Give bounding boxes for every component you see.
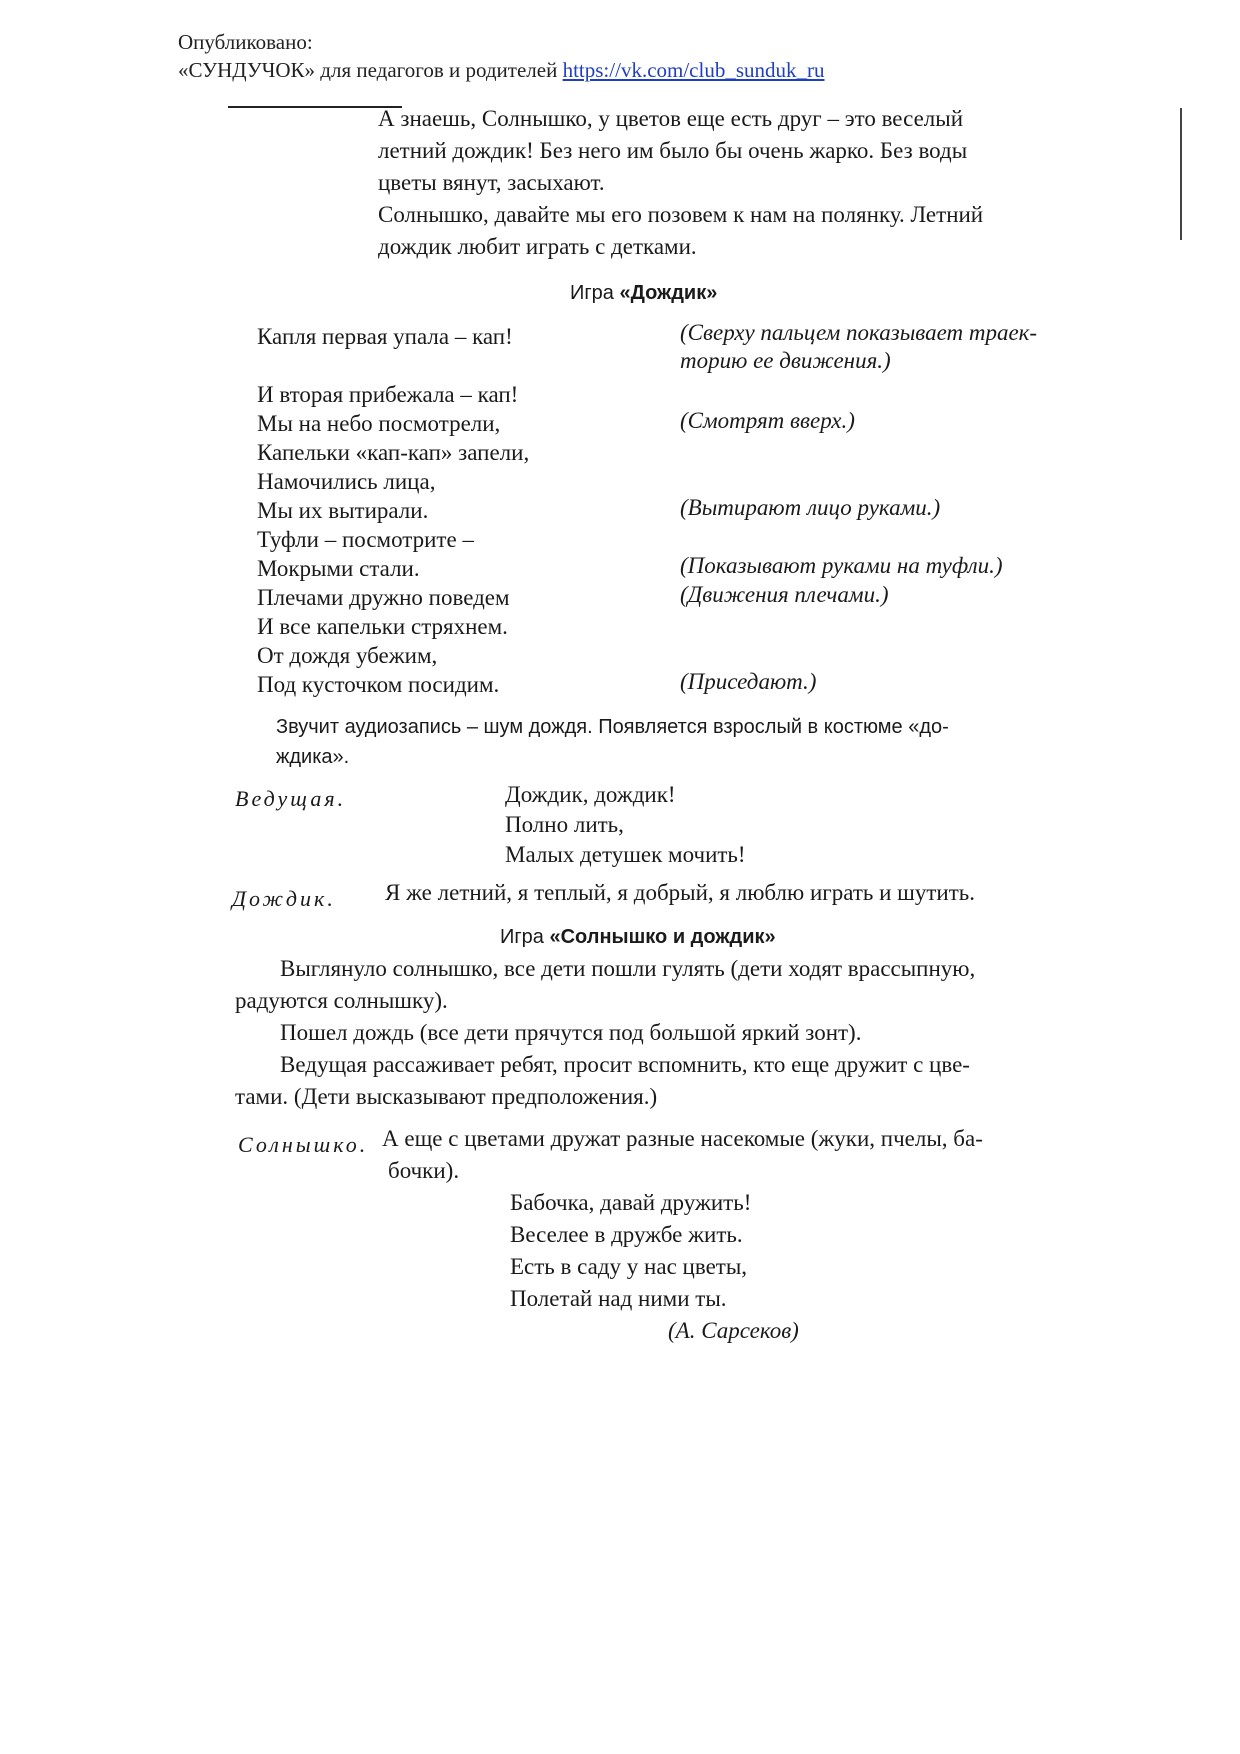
poem-line: И вторая прибежала – кап!	[257, 382, 519, 407]
host-line: Малых детушек мочить!	[505, 842, 746, 867]
game2-text-line: тами. (Дети высказывают предположения.)	[235, 1084, 658, 1109]
poem-line: Капля первая упала – кап!	[257, 324, 513, 349]
stage-direction: (Смотрят вверх.)	[680, 408, 855, 433]
stage-direction: (Приседают.)	[680, 669, 817, 694]
intro-line: А знаешь, Солнышко, у цветов еще есть друг – это веселый	[378, 106, 964, 131]
stage-direction: (Вытирают лицо руками.)	[680, 495, 941, 520]
game2-text-line: Ведущая рассаживает ребят, просит вспомнить, кто еще дружит с цве-	[280, 1052, 970, 1077]
poem-author: (А. Сарсеков)	[668, 1318, 799, 1343]
host-line: Полно лить,	[505, 812, 624, 837]
poem-line: Мы на небо посмотрели,	[257, 411, 501, 436]
poem-line: Мы их вытирали.	[257, 498, 429, 523]
stage-direction: (Сверху пальцем показывает траек-	[680, 320, 1038, 345]
poem-line: От дождя убежим,	[257, 643, 438, 668]
audio-note-line: Звучит аудиозапись – шум дождя. Появляется взрослый в костюме «до-	[276, 716, 949, 738]
game-title-sun-and-rain: Игра «Солнышко и дождик»	[500, 926, 776, 948]
poem-line: Туфли – посмотрите –	[257, 527, 474, 552]
intro-line: Солнышко, давайте мы его позовем к нам на полянку. Летний	[378, 202, 984, 227]
poem-line: И все капельки стряхнем.	[257, 614, 508, 639]
rain-line: Я же летний, я теплый, я добрый, я люблю играть и шутить.	[385, 880, 976, 905]
game2-text-line: радуются солнышку).	[235, 988, 448, 1013]
host-line: Дождик, дождик!	[505, 782, 676, 807]
sun-line: бочки).	[388, 1158, 460, 1183]
intro-line: цветы вянут, засыхают.	[378, 170, 605, 195]
header-divider	[228, 106, 402, 108]
intro-line: летний дождик! Без него им было бы очень жарко. Без воды	[378, 138, 968, 163]
speaker-rain: Дождик.	[232, 886, 336, 911]
sun-line: А еще с цветами дружат разные насекомые (жуки, пчелы, ба-	[382, 1126, 983, 1151]
butterfly-poem-line: Есть в саду у нас цветы,	[510, 1254, 748, 1279]
source-link[interactable]: https://vk.com/club_sunduk_ru	[562, 58, 825, 82]
audio-note-line: ждика».	[276, 746, 350, 768]
butterfly-poem-line: Веселее в дружбе жить.	[510, 1222, 743, 1247]
poem-line: Капельки «кап-кап» запели,	[257, 440, 530, 465]
source-line	[178, 58, 825, 83]
speaker-host: Ведущая.	[235, 786, 347, 811]
poem-line: Под кусточком посидим.	[257, 672, 500, 697]
stage-direction: торию ее движения.)	[680, 348, 891, 373]
poem-line: Намочились лица,	[257, 469, 436, 494]
stage-direction: (Показывают руками на туфли.)	[680, 553, 1003, 578]
margin-scan-line	[1180, 108, 1182, 240]
poem-line: Мокрыми стали.	[257, 556, 420, 581]
stage-direction: (Движения плечами.)	[680, 582, 889, 607]
speaker-sun: Солнышко.	[238, 1132, 369, 1157]
poem-line: Плечами дружно поведем	[257, 585, 510, 610]
game2-text-line: Пошел дождь (все дети прячутся под большой яркий зонт).	[280, 1020, 862, 1045]
butterfly-poem-line: Бабочка, давай дружить!	[510, 1190, 752, 1215]
published-label: Опубликовано:	[178, 30, 313, 54]
game2-text-line: Выглянуло солнышко, все дети пошли гулять (дети ходят врассыпную,	[280, 956, 976, 981]
source-name: «СУНДУЧОК» для педагогов и родителей	[178, 58, 563, 82]
intro-line: дождик любит играть с детками.	[378, 234, 697, 259]
butterfly-poem-line: Полетай над ними ты.	[510, 1286, 727, 1311]
game-title-rain: Игра «Дождик»	[570, 282, 718, 304]
